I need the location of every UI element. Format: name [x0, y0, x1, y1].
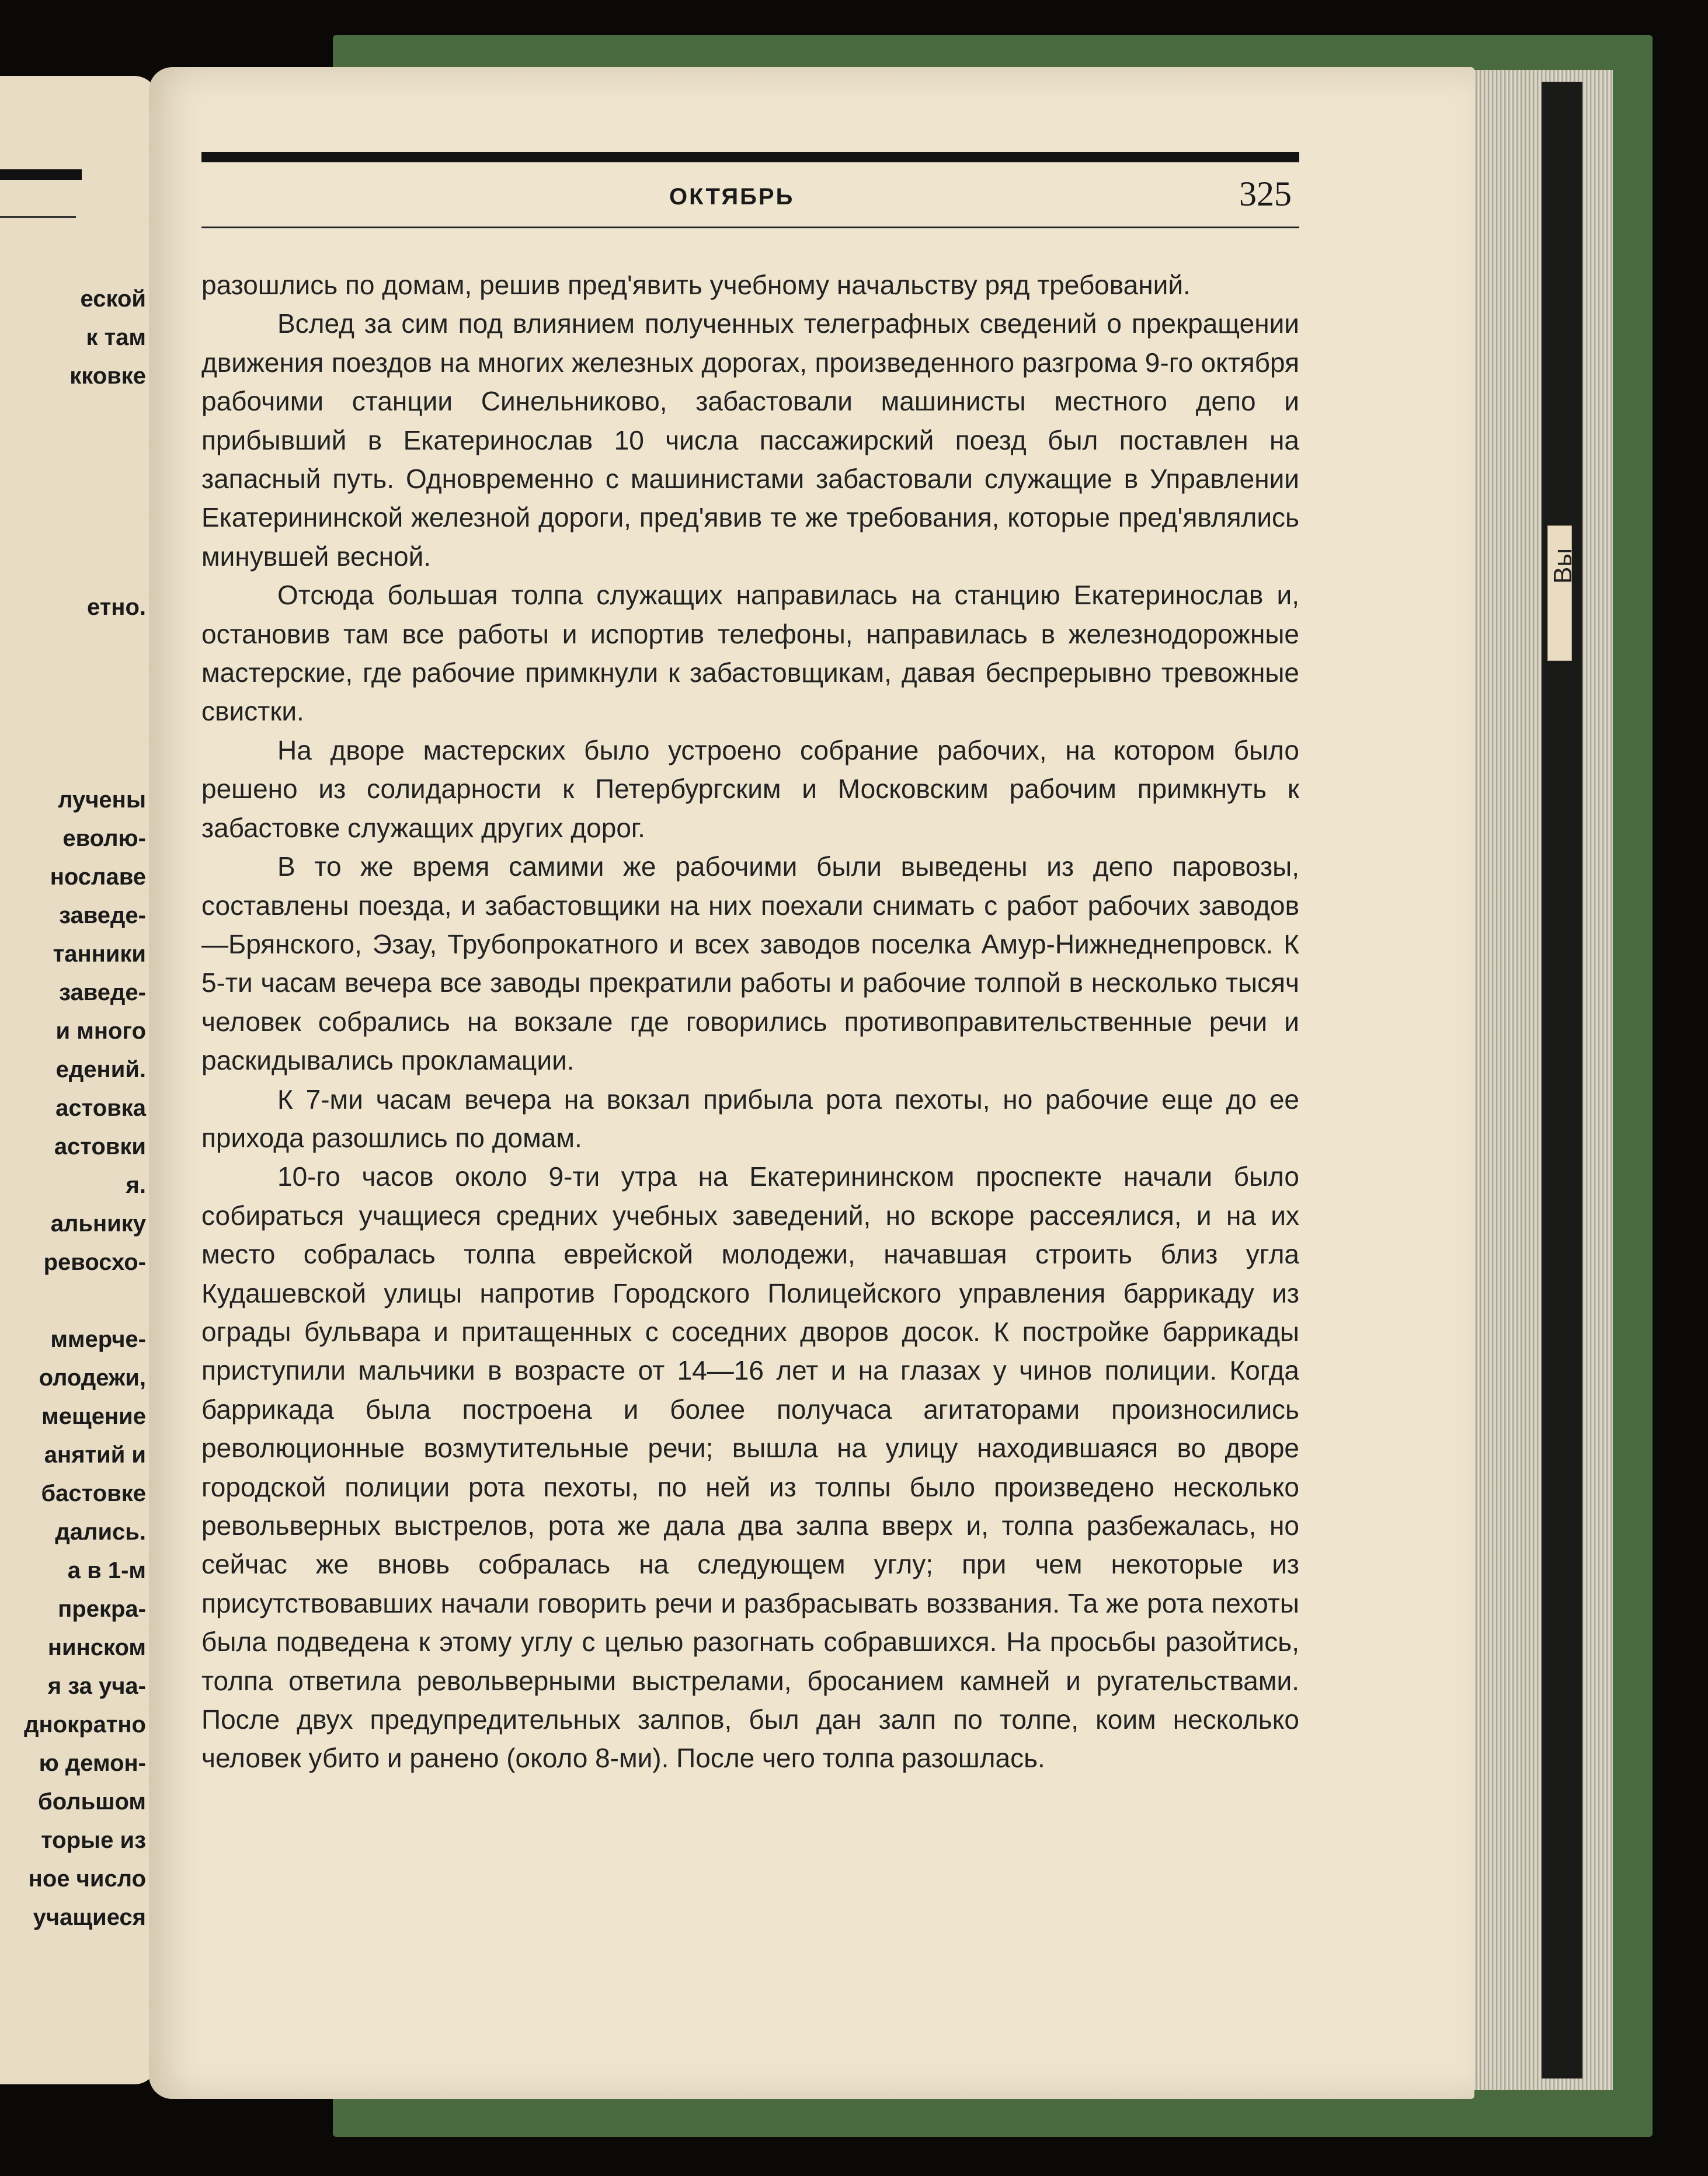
left-page-line: кковке: [69, 363, 146, 389]
left-page-line: [0, 479, 146, 517]
left-page-line: дались.: [55, 1519, 146, 1545]
left-page-line: олодежи,: [39, 1365, 146, 1391]
left-page-line: еволю-: [62, 826, 146, 851]
left-page-line: [0, 402, 146, 440]
left-page-line: етно.: [86, 594, 146, 620]
header-thick-rule: [201, 152, 1299, 162]
left-page-line: учащиеся: [33, 1905, 146, 1930]
header-thin-rule: [201, 227, 1299, 228]
paragraph: разошлись по домам, решив пред'явить учебному начальству ряд требований.: [201, 270, 1191, 300]
spine-strip: [1542, 82, 1582, 2078]
left-page-line: [0, 517, 146, 556]
left-page-line: ю демон-: [39, 1750, 146, 1776]
left-page-line: я за уча-: [47, 1673, 146, 1699]
left-page-line: к там: [86, 325, 146, 350]
left-page-line: [0, 440, 146, 479]
left-page-line: заведе-: [59, 903, 146, 928]
page-number: 325: [1239, 175, 1292, 213]
left-page-line: ревосхо-: [43, 1249, 146, 1275]
left-page-line: я.: [126, 1172, 146, 1198]
paragraph: В то же время самими же рабочими были выведены из депо паровозы, составлены поезда, и забастовщики на них поехали снимать с работ рабочих заводов—Брянского, Эзау, Трубопрокатного и всех заводов поселка Амур-Нижнеднепровск. К 5-ти часам вечера все заводы прекратили работы и рабочие толпой в несколько тысяч человек собрались на вокзале где говорились противоправительственные речи и раскидывались прокламации.: [201, 851, 1299, 1076]
left-page-line: [0, 556, 146, 594]
left-page-line: [0, 710, 146, 748]
left-header-rule: [0, 169, 82, 180]
paragraph: Вслед за сим под влиянием полученных телеграфных сведений о прекращении движения поездов на многих железных дорогах, произведенного разгрома 9-го октября рабочими станции Синельниково, забастовали машинисты местного депо и прибывший в Екатеринослав 10 числа пассажирский поезд был поставлен на запасный путь. Одновременно с машинистами забастовали служащие в Управлении Екатерининской железной дороги, пред'явив те же требования, которые пред'являлись минувшей весной.: [201, 308, 1299, 572]
left-page-line: [0, 633, 146, 671]
paragraph: На дворе мастерских было устроено собрание рабочих, на котором было решено из солидарности к Петербургским и Московским рабочим примкнуть к забастовке служащих других дорог.: [201, 734, 1299, 843]
left-page-line: едений.: [55, 1057, 146, 1082]
left-page-line: прекра-: [58, 1596, 146, 1622]
left-page-line: мещение: [41, 1404, 146, 1429]
page-body: [201, 266, 1299, 1778]
left-page-line: танники: [53, 941, 146, 967]
index-tab: [1547, 525, 1572, 661]
left-page-line: [0, 748, 146, 787]
left-page-line: нославе: [50, 864, 146, 890]
left-page-line: заведе-: [59, 980, 146, 1005]
previous-page-fragment: [0, 76, 158, 2084]
running-head: ОКТЯБРЬ: [669, 184, 795, 210]
left-page-line: [0, 1288, 146, 1327]
left-page-line: и много: [55, 1018, 146, 1044]
left-page-line: альнику: [50, 1211, 146, 1237]
left-page-line: еской: [80, 286, 146, 312]
left-page-line: ное число: [28, 1866, 146, 1892]
left-page-line: астовка: [55, 1095, 146, 1121]
left-page-line: нинском: [47, 1635, 146, 1660]
left-page-line: астовки: [54, 1134, 146, 1160]
left-page-line: днократно: [24, 1712, 146, 1738]
page-edges: [1460, 70, 1613, 2090]
left-page-line: торые из: [41, 1827, 146, 1853]
left-page-line: ммерче-: [50, 1327, 146, 1352]
left-page-line: [0, 671, 146, 710]
left-page-line: лучены: [58, 787, 146, 813]
paragraph: Отсюда большая толпа служащих направилась на станцию Екатеринослав и, остановив там все работы и испортив телефоны, направилась в железнодорожные мастерские, где рабочие примкнули к забастовщикам, давая беспрерывно тревожные свистки.: [201, 580, 1299, 727]
left-page-line: большом: [38, 1789, 146, 1815]
left-page-line: а в 1-м: [67, 1558, 146, 1583]
left-page-text: [0, 286, 146, 1943]
paragraph: К 7-ми часам вечера на вокзал прибыла рота пехоты, но рабочие еще до ее прихода разошлись по домам.: [201, 1084, 1299, 1153]
paragraph: 10-го часов около 9-ти утра на Екатерининском проспекте начали было собираться учащиеся средних учебных заведений, но вскоре рассеялися, и на их место собралась толпа еврейской молодежи, начавшая строить близ угла Кудашевской улицы напротив Городского Полицейского управления баррикаду из ограды бульвара и притащенных с соседних дворов досок. К постройке баррикады приступили мальчики в возрасте от 14—16 лет и на глазах у чинов полиции. Когда баррикада была построена и более получаса агитаторами произносились революционные возмутительные речи; вышла на улицу находившаяся во дворе городской полиции рота пехоты, по ней из толпы было произведено несколько револьверных выстрелов, рота же дала два залпа вверх и, толпа разбежалась, но сейчас же вновь собралась на следующем углу; при чем некоторые из присутствовавших начали говорить речи и разбрасывать воззвания. Та же рота пехоты была подведена к этому углу с целью разогнать собравшихся. На просьбы разойтись, толпа ответила револьверными выстрелами, бросанием камней и ругательствами. После двух предупредительных залпов, был дан залп по толпе, коим несколько человек убито и ранено (около 8-ми). После чего толпа разошлась.: [201, 1161, 1299, 1774]
index-tab-label: Вы: [1549, 548, 1577, 584]
left-page-line: бастовке: [41, 1481, 146, 1506]
left-header-thin-rule: [0, 216, 76, 218]
left-page-line: анятий и: [44, 1442, 146, 1468]
